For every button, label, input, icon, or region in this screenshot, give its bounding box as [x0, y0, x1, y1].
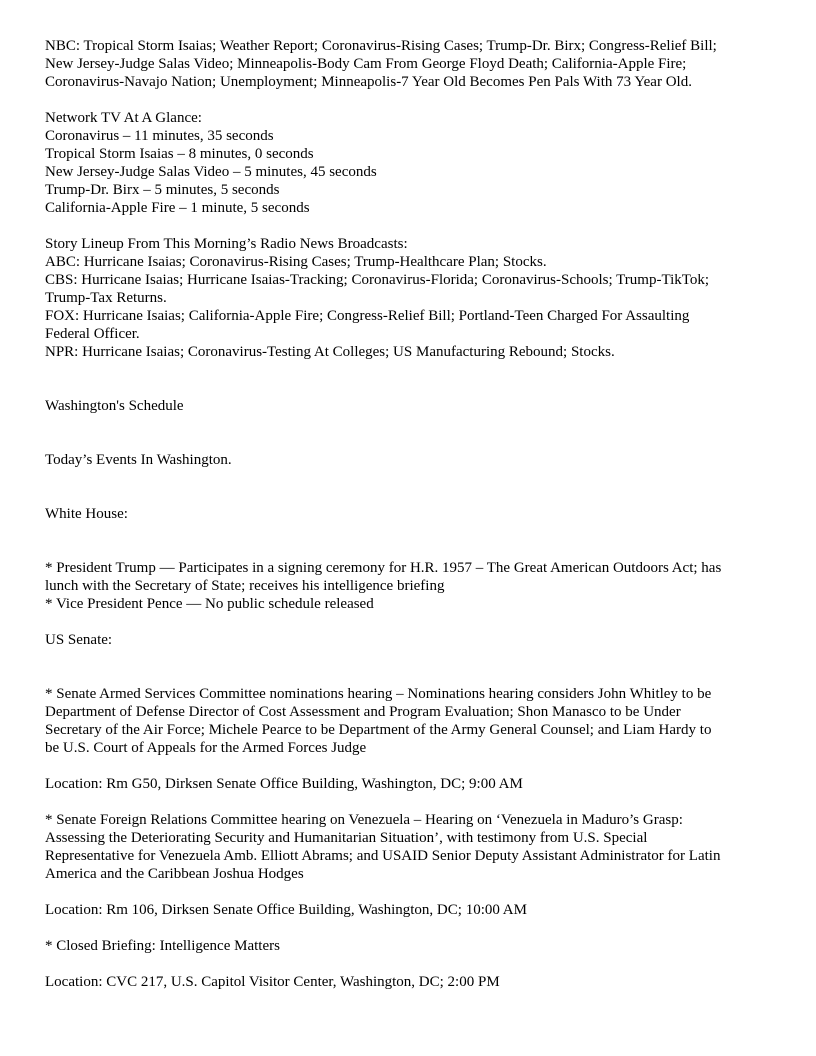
glance-item: California-Apple Fire – 1 minute, 5 seconds [45, 200, 310, 216]
nbc-lineup [45, 37, 775, 91]
white-house-events [45, 559, 775, 613]
senate-heading: US Senate: [45, 632, 113, 648]
radio-line: Federal Officer. [45, 326, 140, 342]
event-line: Secretary of the Air Force; Michele Pearce to be Department of the Army General Counsel; and Liam Hardy to [45, 722, 712, 738]
white-house-heading: White House: [45, 506, 128, 522]
document-page [45, 37, 775, 991]
event-location: Location: CVC 217, U.S. Capitol Visitor Center, Washington, DC; 2:00 PM [45, 974, 500, 990]
radio-line: ABC: Hurricane Isaias; Coronavirus-Rising Cases; Trump-Healthcare Plan; Stocks. [45, 254, 547, 270]
nbc-line-2: New Jersey-Judge Salas Video; Minneapolis-Body Cam From George Floyd Death; California-Apple Fire; [45, 56, 687, 72]
radio-lineup [45, 235, 775, 361]
glance-item: New Jersey-Judge Salas Video – 5 minutes, 45 seconds [45, 164, 377, 180]
radio-line: NPR: Hurricane Isaias; Coronavirus-Testing At Colleges; US Manufacturing Rebound; Stocks. [45, 344, 615, 360]
event-line: Department of Defense Director of Cost Assessment and Program Evaluation; Shon Manasco to be Under [45, 704, 681, 720]
nbc-line-3: Coronavirus-Navajo Nation; Unemployment; Minneapolis-7 Year Old Becomes Pen Pals With 73 Year Old. [45, 74, 692, 90]
event-location: Location: Rm G50, Dirksen Senate Office Building, Washington, DC; 9:00 AM [45, 776, 523, 792]
glance-item: Coronavirus – 11 minutes, 35 seconds [45, 128, 274, 144]
radio-line: CBS: Hurricane Isaias; Hurricane Isaias-Tracking; Coronavirus-Florida; Coronavirus-Schools; Trump-TikTok; [45, 272, 710, 288]
network-glance-heading: Network TV At A Glance: [45, 110, 202, 126]
event-line: be U.S. Court of Appeals for the Armed Forces Judge [45, 740, 367, 756]
glance-item: Tropical Storm Isaias – 8 minutes, 0 seconds [45, 146, 314, 162]
event-line: Representative for Venezuela Amb. Elliott Abrams; and USAID Senior Deputy Assistant Administrator for Latin [45, 848, 721, 864]
event-line: Assessing the Deteriorating Security and Humanitarian Situation’, with testimony from U.S. Special [45, 830, 648, 846]
schedule-subtitle: Today’s Events In Washington. [45, 452, 232, 468]
senate-event-closed-briefing: * Closed Briefing: Intelligence Matters [45, 938, 280, 954]
glance-item: Trump-Dr. Birx – 5 minutes, 5 seconds [45, 182, 280, 198]
network-tv-glance [45, 109, 775, 217]
white-house-line: * President Trump — Participates in a signing ceremony for H.R. 1957 – The Great American Outdoors Act; has [45, 560, 722, 576]
event-line: America and the Caribbean Joshua Hodges [45, 866, 304, 882]
white-house-line: * Vice President Pence — No public schedule released [45, 596, 374, 612]
senate-event-armed-services [45, 685, 775, 757]
event-line: * Senate Armed Services Committee nominations hearing – Nominations hearing considers John Whitley to be [45, 686, 712, 702]
event-line: * Senate Foreign Relations Committee hearing on Venezuela – Hearing on ‘Venezuela in Maduro’s Grasp: [45, 812, 683, 828]
event-location: Location: Rm 106, Dirksen Senate Office Building, Washington, DC; 10:00 AM [45, 902, 527, 918]
white-house-line: lunch with the Secretary of State; receives his intelligence briefing [45, 578, 445, 594]
radio-line: Trump-Tax Returns. [45, 290, 167, 306]
schedule-title: Washington's Schedule [45, 398, 184, 414]
radio-line: FOX: Hurricane Isaias; California-Apple Fire; Congress-Relief Bill; Portland-Teen Charged For Assaulting [45, 308, 690, 324]
radio-heading: Story Lineup From This Morning’s Radio News Broadcasts: [45, 236, 408, 252]
nbc-line-1: NBC: Tropical Storm Isaias; Weather Report; Coronavirus-Rising Cases; Trump-Dr. Birx; Congress-Relief Bill; [45, 38, 717, 54]
senate-event-foreign-relations [45, 811, 775, 883]
